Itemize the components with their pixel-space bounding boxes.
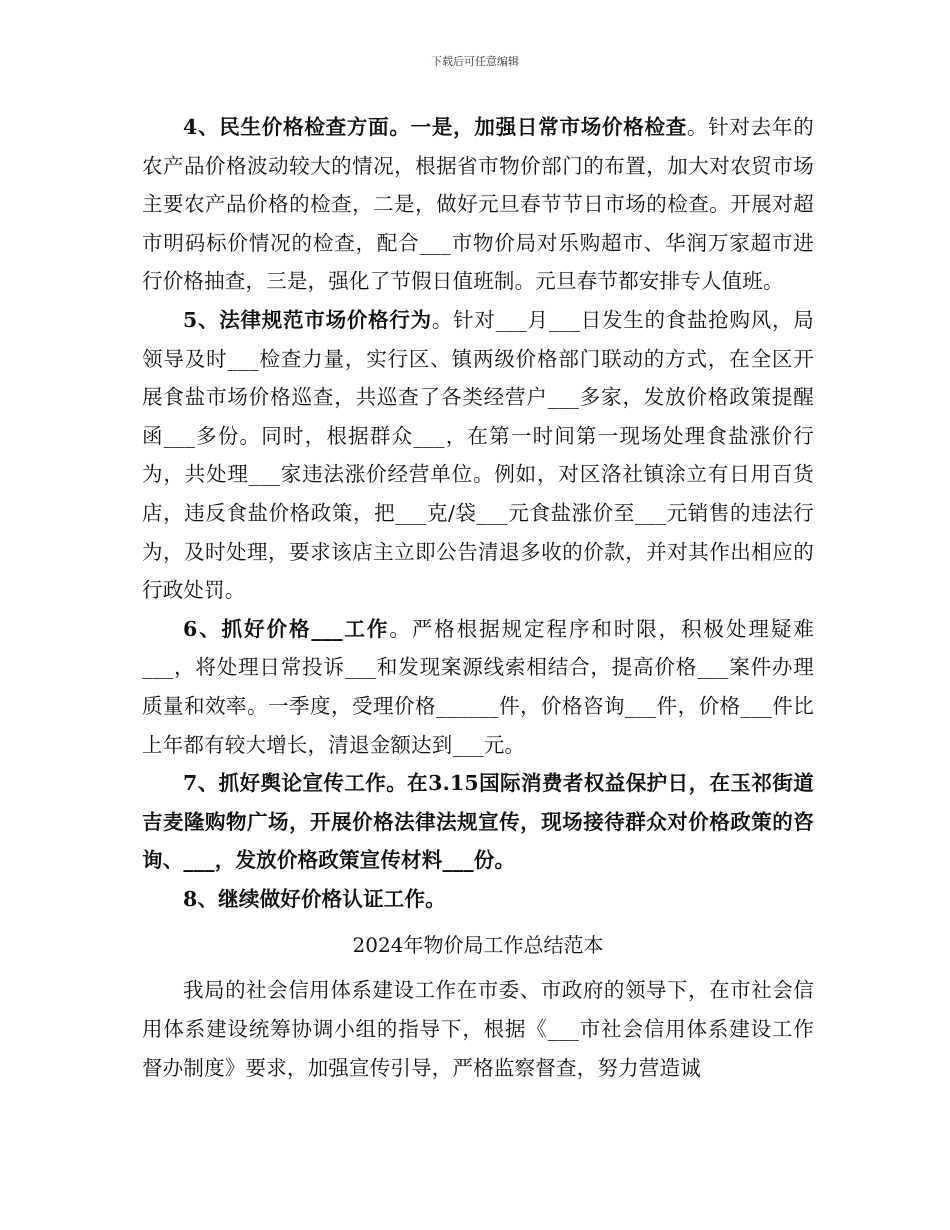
paragraph-text: 。严格根据规定程序和时限，积极处理疑难___，将处理日常投诉___和发现案源线索相结合，提高价格___案件办理质量和效率。一季度，受理价格______件，价格咨询___件，价格___件比上年都有较大增长，清退金额达到___元。 <box>142 616 814 757</box>
paragraph-item-8: 8、继续做好价格认证工作。 <box>183 886 446 911</box>
paragraph-text: 。针对去年的农产品价格波动较大的情况，根据省市物价部门的布置，加大对农贸市场主要农产品价格的检查，二是，做好元旦春节节日市场的检查。开展对超市明码标价情况的检查，配合___市物价局对乐购超市、华润万家超市进行价格抽查，三是，强化了节假日值班制。元旦春节都安排专人值班。 <box>142 115 814 294</box>
section-title: 2024年物价局工作总结范本 <box>352 933 604 958</box>
paragraph-item-5 <box>142 301 814 610</box>
paragraph-heading: 6、抓好价格___工作 <box>183 616 390 641</box>
paragraph-item-6 <box>142 610 814 764</box>
header-note: 下载后可任意编辑 <box>431 55 519 68</box>
paragraph-heading: 4、民生价格检查方面。一是，加强日常市场价格检查 <box>183 115 687 139</box>
paragraph-heading: 5、法律规范市场价格行为 <box>183 307 432 332</box>
paragraph-item-7: 7、抓好舆论宣传工作。在3.15国际消费者权益保护日，在玉祁街道吉麦隆购物广场，开展价格法律法规宣传，现场接待群众对价格政策的咨询、___，发放价格政策宣传材料___份。 <box>142 771 814 873</box>
intro-paragraph: 我局的社会信用体系建设工作在市委、市政府的领导下，在市社会信用体系建设统筹协调小组的指导下，根据《___市社会信用体系建设工作督办制度》要求，加强宣传引导，严格监察督查，努力营造诚 <box>142 978 814 1080</box>
document-body <box>142 108 814 1087</box>
paragraph-text: 。针对___月___日发生的食盐抢购风，局领导及时___检查力量，实行区、镇两级价格部门联动的方式，在全区开展食盐市场价格巡查，共巡查了各类经营户___多家，发放价格政策提醒函___多份。同时，根据群众___，在第一时间第一现场处理食盐涨价行为，共处理___家违法涨价经营单位。例如，对区洛社镇涂立有日用百货店，违反食盐价格政策，把___克/袋___元食盐涨价至___元销售的违法行为，及时处理，要求该店主立即公告清退多收的价款，并对其作出相应的行政处罚。 <box>142 307 815 603</box>
paragraph-item-4 <box>142 108 814 301</box>
